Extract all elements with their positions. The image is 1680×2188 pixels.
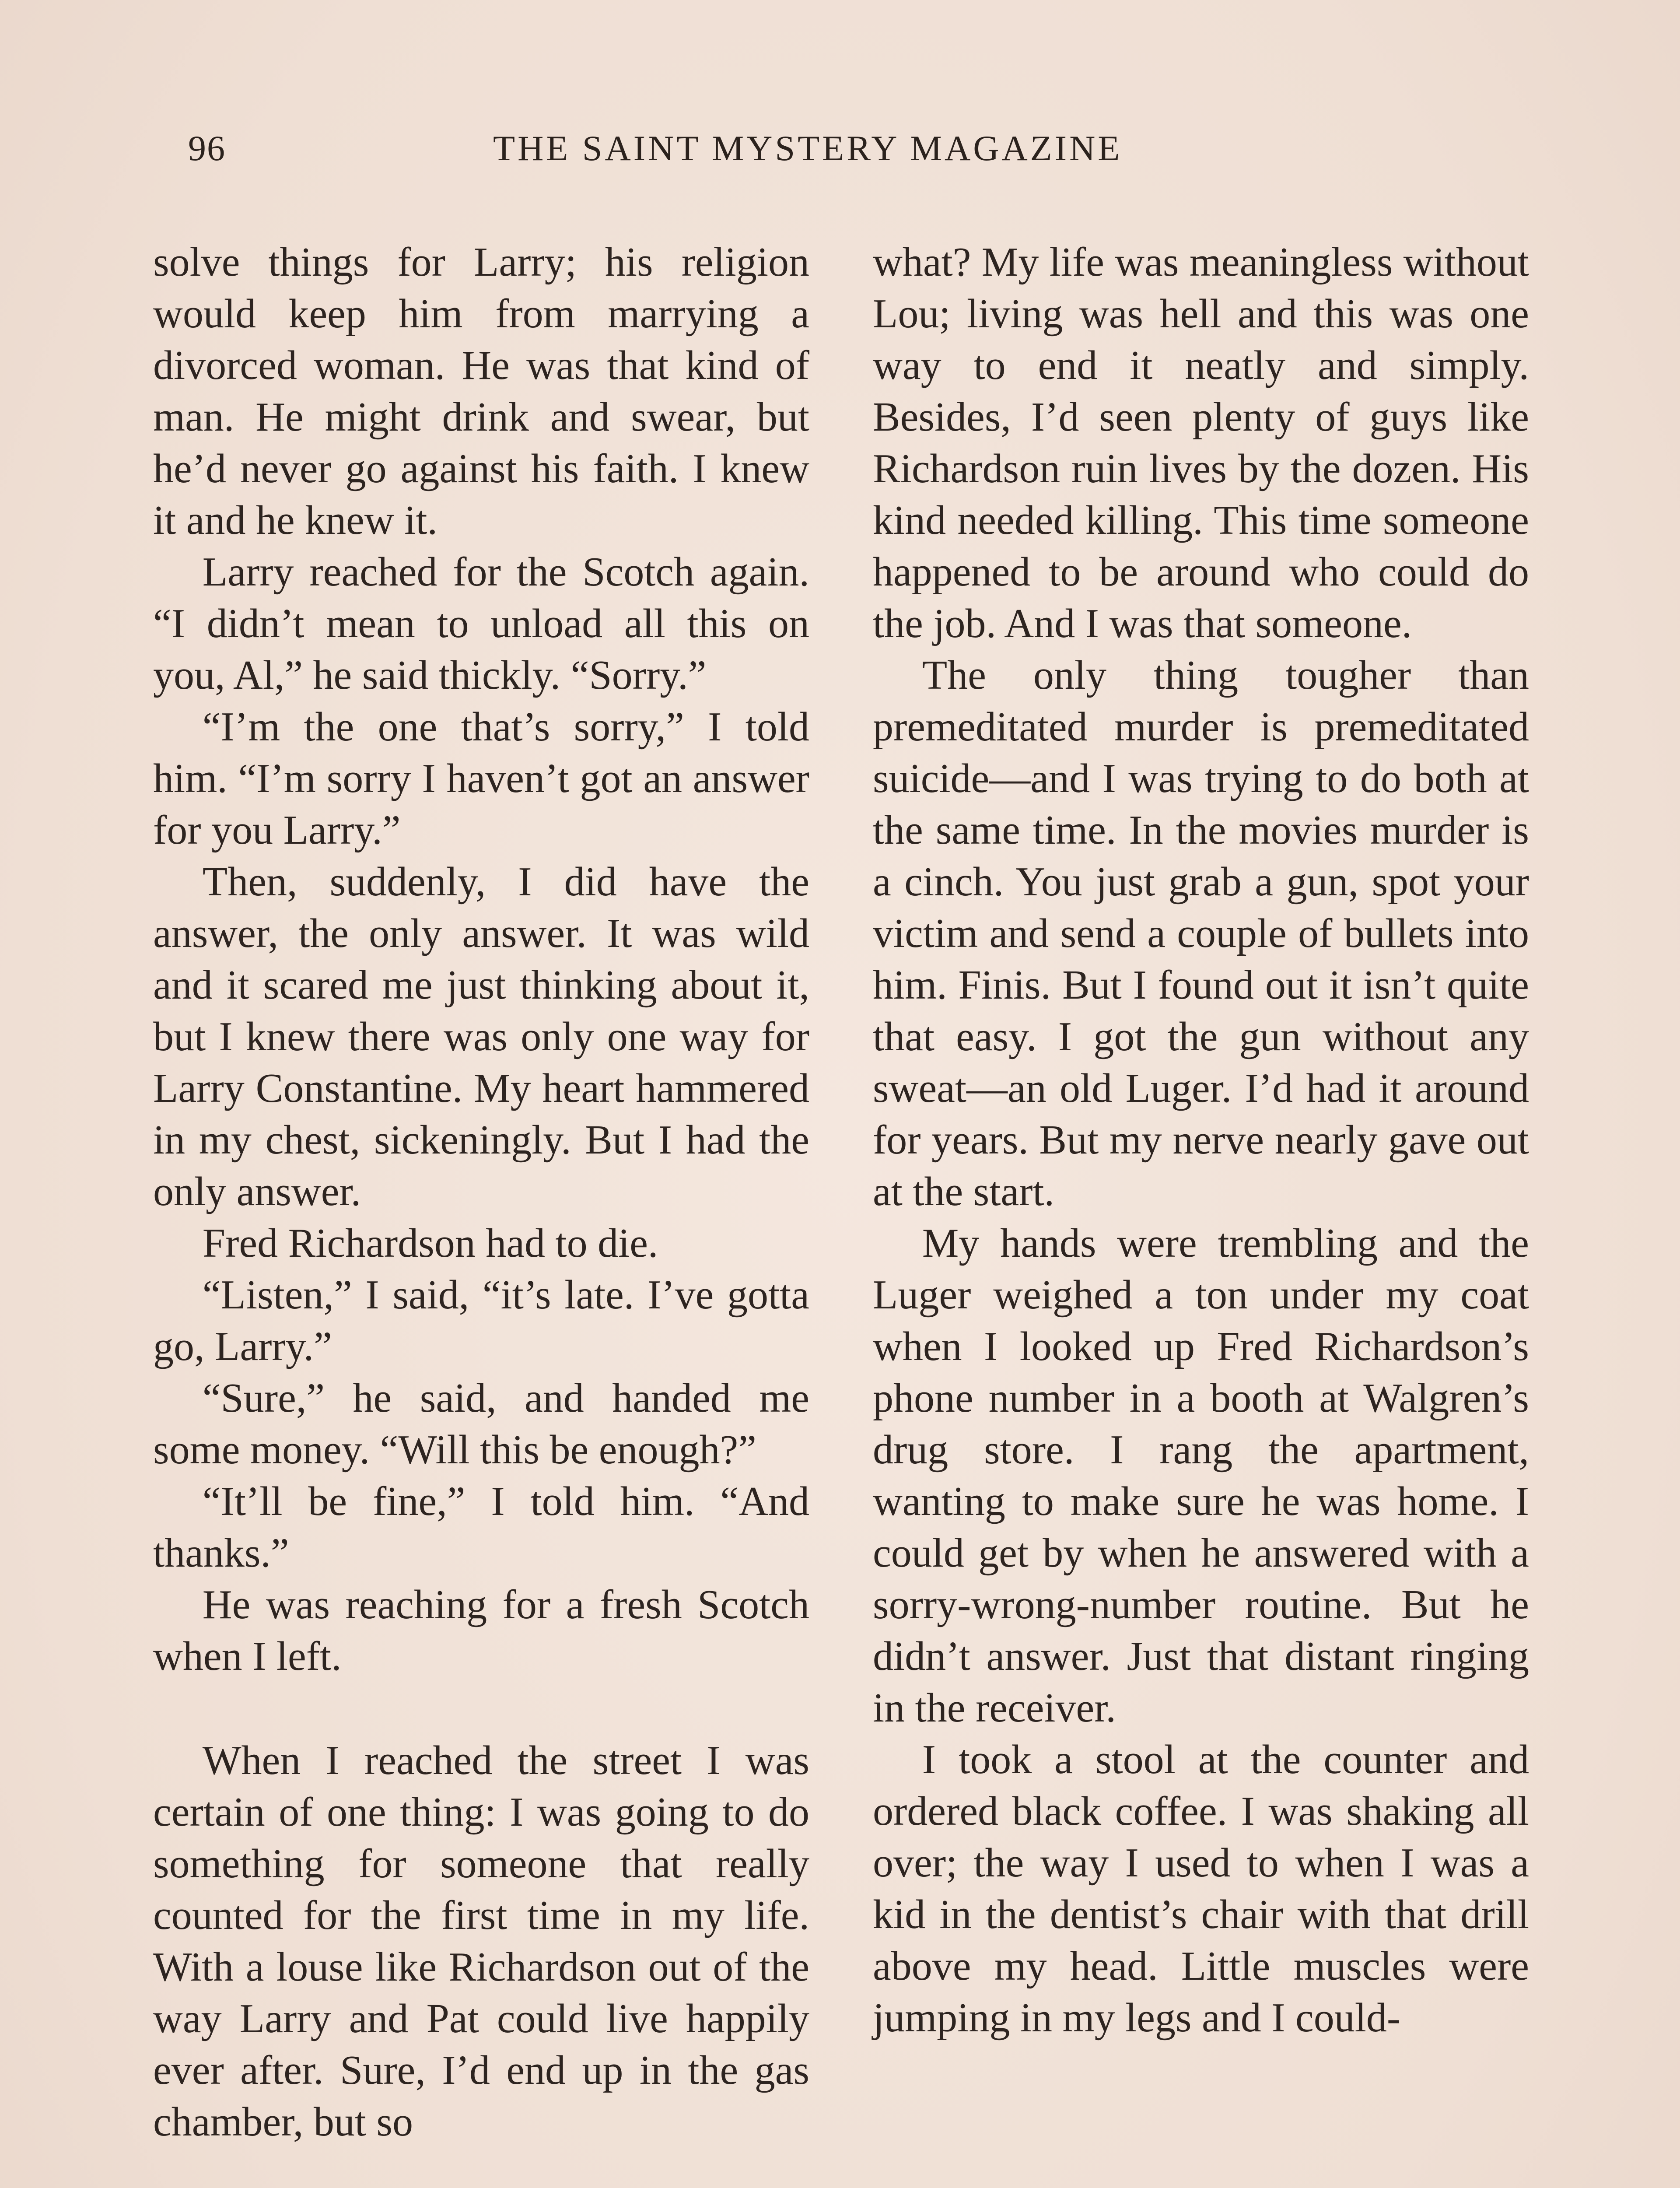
paragraph: Then, suddenly, I did have the answer, the only answer. It was wild and it scared me just thinking about it, but I knew there was only one way for Larry Constantine. My heart hammered in my chest, sickeningly. But I had the only answer. [153, 859, 809, 1214]
paragraph: “I’m the one that’s sorry,” I told him. “I’m sorry I haven’t got an answer for you Larry.” [153, 704, 809, 853]
paragraph: I took a stool at the counter and ordered black coffee. I was shaking all over; the way I used to when I was a kid in the dentist’s chair with that drill above my head. Little muscles were jumping in my legs and I could- [873, 1737, 1529, 2041]
page-number: 96 [188, 128, 226, 168]
paragraph: The only thing tougher than premeditated murder is premeditated suicide—and I was trying to do both at the same time. In the movies murder is a cinch. You just grab a gun, spot your victim and send a couple of bullets into him. Finis. But I found out it isn’t quite that easy. I got the gun without any sweat—an old Luger. I’d had it around for years. But my nerve nearly gave out at the start. [873, 652, 1529, 1214]
paragraph: what? My life was meaningless without Lou; living was hell and this was one way to end it neatly and simply. Besides, I’d seen plenty of guys like Richardson ruin lives by the dozen. His kind needed killing. This time someone happened to be around who could do the job. And I was that someone. [873, 239, 1529, 646]
paragraph: “It’ll be fine,” I told him. “And thanks.” [153, 1479, 809, 1576]
paragraph: “Listen,” I said, “it’s late. I’ve gotta go, Larry.” [153, 1272, 809, 1369]
magazine-title: THE SAINT MYSTERY MAGAZINE [493, 128, 1123, 168]
paragraph: Fred Richardson had to die. [202, 1220, 658, 1266]
running-header [168, 128, 1673, 185]
right-column [873, 236, 1529, 2044]
paragraph: My hands were trembling and the Luger weighed a ton under my coat when I looked up Fred Richardson’s phone number in a booth at Walgren’s drug store. I rang the apartment, wanting to make sure he was home. I could get by when he answered with a sorry-wrong-number routine. But he didn’t answer. Just that distant ringing in the receiver. [873, 1220, 1529, 1731]
paragraph: Larry reached for the Scotch again. “I didn’t mean to unload all this on you, Al,” he said thickly. “Sorry.” [153, 549, 809, 698]
paragraph: When I reached the street I was certain of one thing: I was going to do something for someone that really counted for the first time in my life. With a louse like Richardson out of the way Larry and Pat could live happily ever after. Sure, I’d end up in the gas chamber, but so [153, 1738, 809, 2145]
paragraph: solve things for Larry; his religion would keep him from marrying a divorced woman. He was that kind of man. He might drink and swear, but he’d never go against his faith. I knew it and he knew it. [153, 239, 809, 543]
paragraph: He was reaching for a fresh Scotch when I left. [153, 1582, 809, 1679]
paragraph: “Sure,” he said, and handed me some money. “Will this be enough?” [153, 1375, 809, 1473]
left-column [153, 236, 809, 2148]
